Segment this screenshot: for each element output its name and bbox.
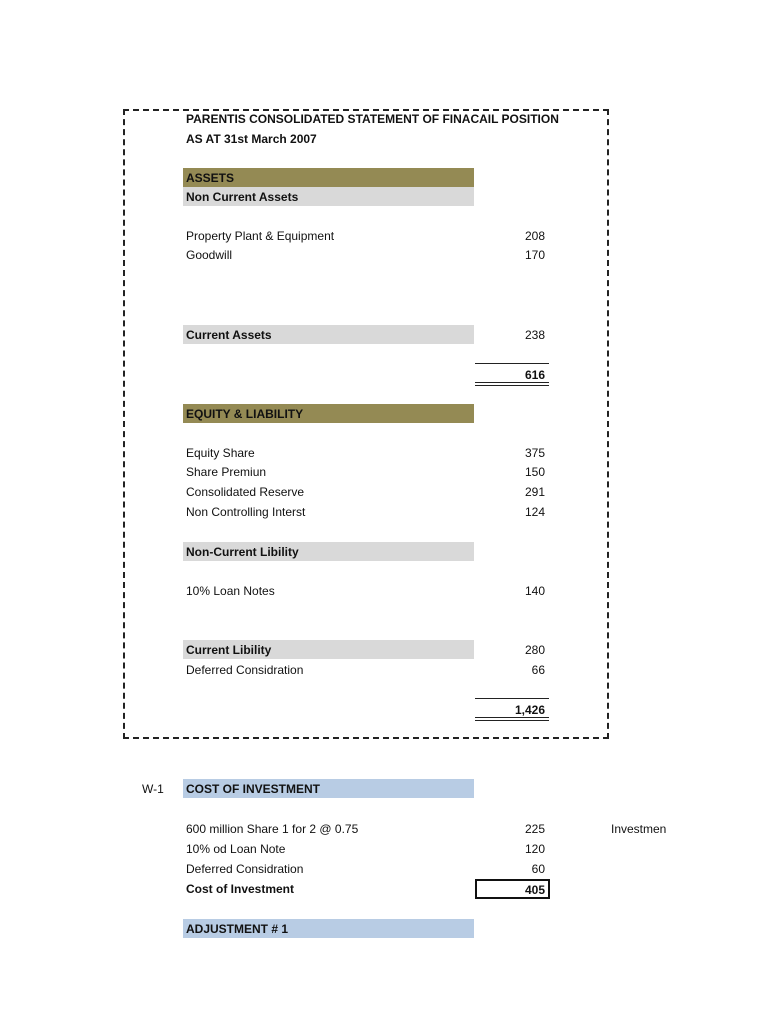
equity-item-label: Non Controlling Interst bbox=[186, 505, 306, 519]
equity-subtotal-rule bbox=[475, 698, 549, 699]
non-current-liability-band bbox=[183, 542, 474, 561]
statement-date: AS AT 31st March 2007 bbox=[186, 132, 317, 146]
assets-total-double-rule-1 bbox=[475, 382, 549, 383]
non-current-assets-label: Non Current Assets bbox=[186, 190, 299, 204]
goodwill-value: 170 bbox=[524, 248, 545, 262]
assets-header-band bbox=[183, 168, 474, 187]
equity-item-label: Equity Share bbox=[186, 446, 255, 460]
current-liability-band bbox=[183, 640, 474, 659]
assets-header-label: ASSETS bbox=[186, 171, 235, 185]
equity-item-label: Share Premiun bbox=[186, 465, 267, 479]
working-item-value: 120 bbox=[524, 842, 545, 856]
investment-side-note: Investmen bbox=[611, 822, 667, 836]
equity-item-label: Consolidated Reserve bbox=[186, 485, 305, 499]
loan-notes-label: 10% Loan Notes bbox=[186, 584, 275, 598]
equity-total-double-rule-1 bbox=[475, 717, 549, 718]
adjustment-title: ADJUSTMENT # 1 bbox=[186, 922, 289, 936]
cost-of-investment-total-label: Cost of Investment bbox=[186, 882, 295, 896]
current-assets-value: 238 bbox=[524, 328, 545, 342]
working-item-label: 10% od Loan Note bbox=[186, 842, 286, 856]
current-assets-label: Current Assets bbox=[186, 328, 272, 342]
equity-item-value: 291 bbox=[524, 485, 545, 499]
deferred-consideration-label: Deferred Considration bbox=[186, 663, 304, 677]
working-item-value: 60 bbox=[531, 862, 545, 876]
loan-notes-value: 140 bbox=[524, 584, 545, 598]
current-assets-band bbox=[183, 325, 474, 344]
cost-of-investment-total-box bbox=[475, 879, 550, 899]
working-item-label: 600 million Share 1 for 2 @ 0.75 bbox=[186, 822, 359, 836]
current-liability-label: Current Libility bbox=[186, 643, 272, 657]
working-item-value: 225 bbox=[524, 822, 545, 836]
equity-item-value: 375 bbox=[524, 446, 545, 460]
working-item-label: Deferred Considration bbox=[186, 862, 304, 876]
equity-header-band bbox=[183, 404, 474, 423]
non-current-assets-band bbox=[183, 187, 474, 206]
goodwill-label: Goodwill bbox=[186, 248, 233, 262]
equity-item-value: 124 bbox=[524, 505, 545, 519]
equity-total-value: 1,426 bbox=[514, 703, 545, 717]
current-liability-value: 280 bbox=[524, 643, 545, 657]
adjustment-band bbox=[183, 919, 474, 938]
working-ref: W-1 bbox=[142, 782, 164, 796]
equity-item-value: 150 bbox=[524, 465, 545, 479]
cost-of-investment-total-value: 405 bbox=[524, 883, 545, 897]
non-current-liability-label: Non-Current Libility bbox=[186, 545, 299, 559]
cost-of-investment-title: COST OF INVESTMENT bbox=[186, 782, 321, 796]
statement-title: PARENTIS CONSOLIDATED STATEMENT OF FINACAIL POSITION bbox=[186, 112, 559, 126]
cost-of-investment-band bbox=[183, 779, 474, 798]
assets-subtotal-rule bbox=[475, 363, 549, 364]
deferred-consideration-value: 66 bbox=[531, 663, 545, 677]
equity-total-double-rule-2 bbox=[475, 720, 549, 721]
assets-total-value: 616 bbox=[524, 368, 545, 382]
assets-total-double-rule-2 bbox=[475, 385, 549, 386]
ppe-value: 208 bbox=[524, 229, 545, 243]
equity-header-label: EQUITY & LIABILITY bbox=[186, 407, 304, 421]
ppe-label: Property Plant & Equipment bbox=[186, 229, 335, 243]
